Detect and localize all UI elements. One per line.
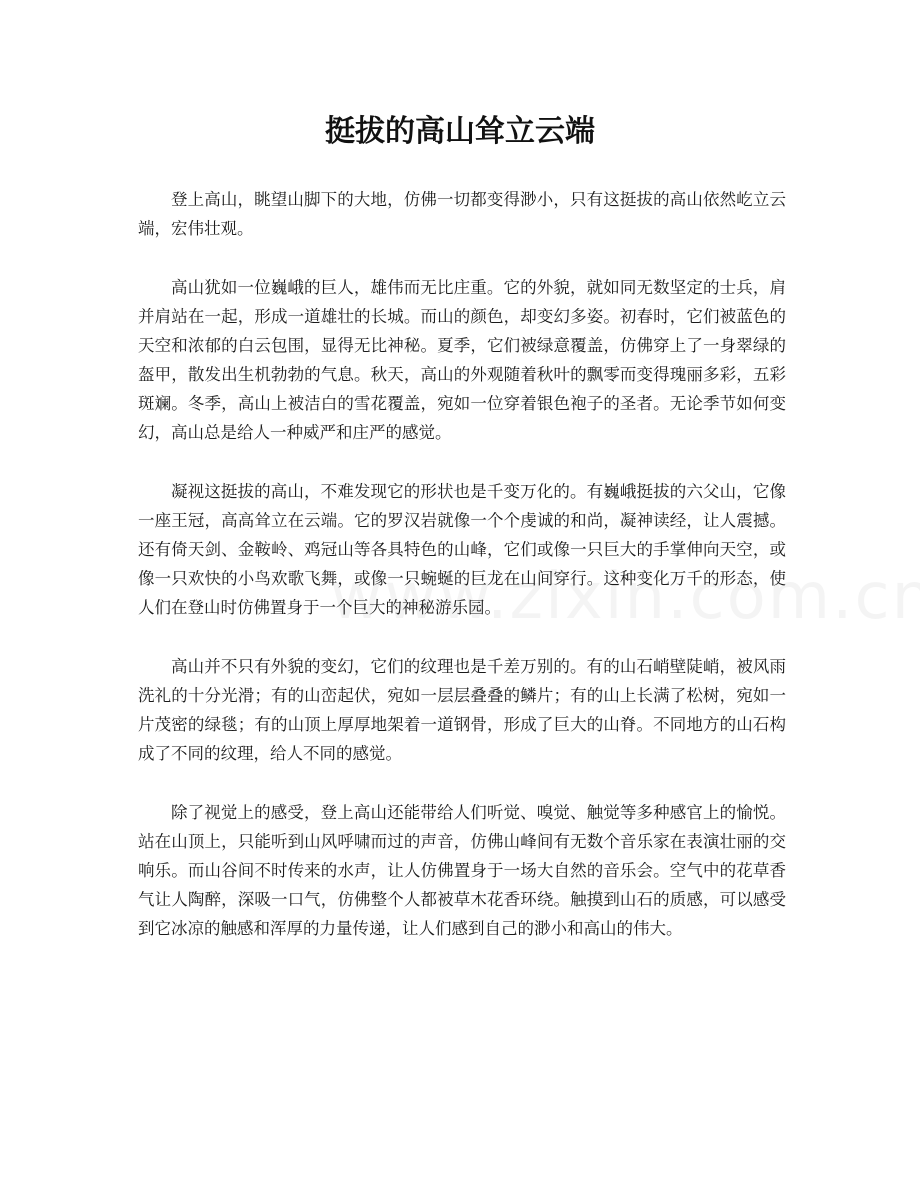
document-title: 挺拔的高山耸立云端 <box>325 114 595 149</box>
document-body <box>138 185 786 973</box>
paragraph-2: 高山犹如一位巍峨的巨人，雄伟而无比庄重。它的外貌，就如同无数坚定的士兵，肩并肩站在一起，形成一道雄壮的长城。而山的颜色，却变幻多姿。初春时，它们被蓝色的天空和浓郁的白云包围，显得无比神秘。夏季，它们被绿意覆盖，仿佛穿上了一身翠绿的盔甲，散发出生机勃勃的气息。秋天，高山的外观随着秋叶的飘零而变得瑰丽多彩，五彩斑斓。冬季，高山上被洁白的雪花覆盖，宛如一位穿着银色袍子的圣者。无论季节如何变幻，高山总是给人一种威严和庄严的感觉。 <box>138 278 786 442</box>
paragraph-4: 高山并不只有外貌的变幻，它们的纹理也是千差万别的。有的山石峭壁陡峭，被风雨洗礼的十分光滑；有的山峦起伏，宛如一层层叠叠的鳞片；有的山上长满了松树，宛如一片茂密的绿毯；有的山顶上厚厚地架着一道钢骨，形成了巨大的山脊。不同地方的山石构成了不同的纹理，给人不同的感觉。 <box>138 657 786 763</box>
paragraph-1: 登上高山，眺望山脚下的大地，仿佛一切都变得渺小，只有这挺拔的高山依然屹立云端，宏伟壮观。 <box>138 190 786 238</box>
paragraph-5: 除了视觉上的感受，登上高山还能带给人们听觉、嗅觉、触觉等多种感官上的愉悦。站在山顶上，只能听到山风呼啸而过的声音，仿佛山峰间有无数个音乐家在表演壮丽的交响乐。而山谷间不时传来的水声，让人仿佛置身于一场大自然的音乐会。空气中的花草香气让人陶醉，深吸一口气，仿佛整个人都被草木花香环绕。触摸到山石的质感，可以感受到它冰凉的触感和浑厚的力量传递，让人们感到自己的渺小和高山的伟大。 <box>138 803 786 938</box>
paragraph-3: 凝视这挺拔的高山，不难发现它的形状也是千变万化的。有巍峨挺拔的六父山，它像一座王冠，高高耸立在云端。它的罗汉岩就像一个个虔诚的和尚，凝神读经，让人震撼。还有倚天剑、金鞍岭、鸡冠山等各具特色的山峰，它们或像一只巨大的手掌伸向天空，或像一只欢快的小鸟欢歌飞舞，或像一只蜿蜒的巨龙在山间穿行。这种变化万千的形态，使人们在登山时仿佛置身于一个巨大的神秘游乐园。 <box>138 482 786 617</box>
